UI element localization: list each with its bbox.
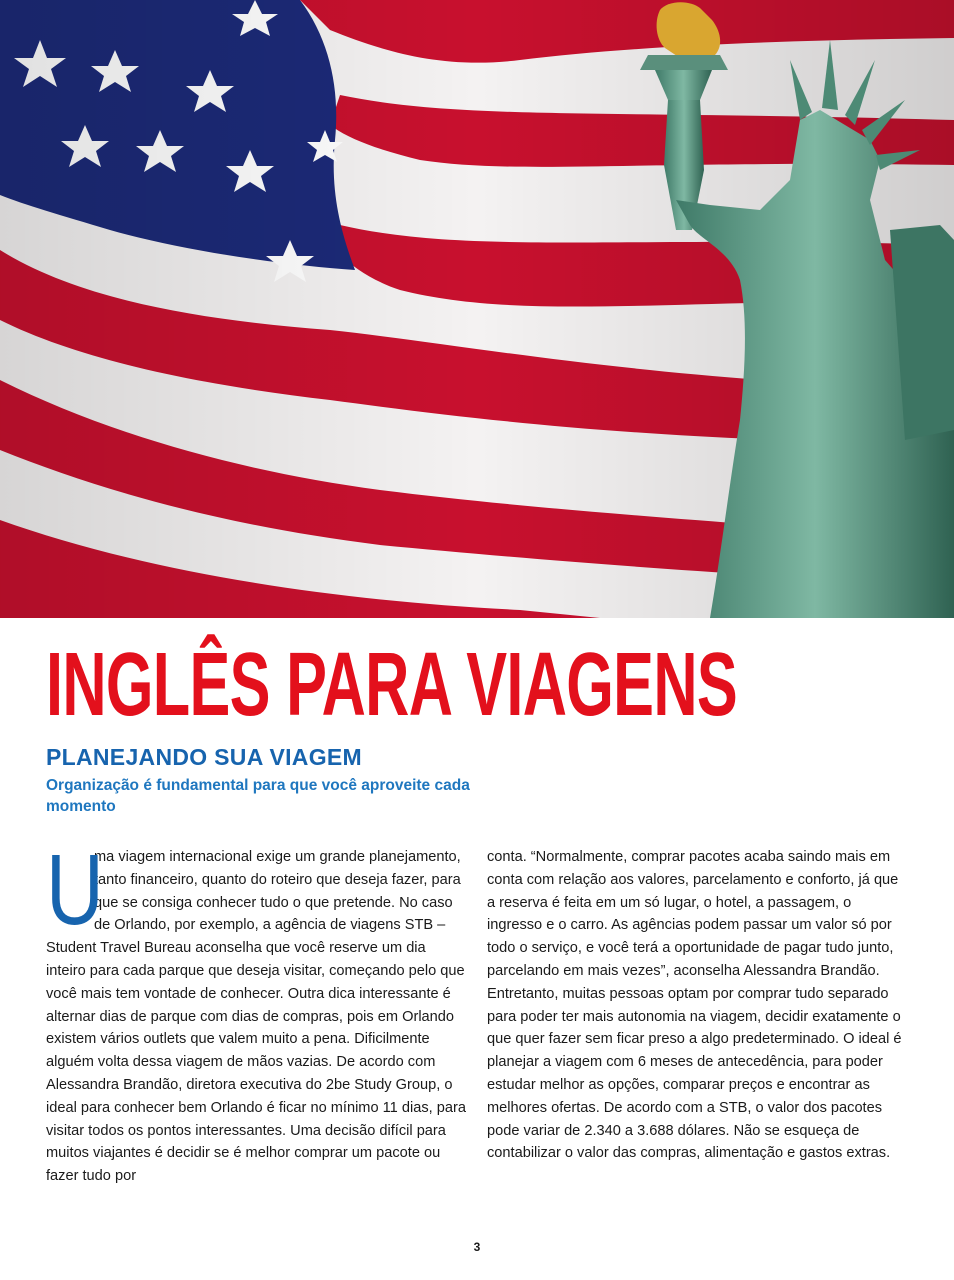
section-title: PLANEJANDO SUA VIAGEM <box>46 744 362 770</box>
page-number: 3 <box>473 1240 481 1254</box>
article-column-right <box>487 846 907 1165</box>
article-column-left <box>46 834 466 1188</box>
drop-cap: U <box>46 834 104 946</box>
article-text-right: conta. “Normalmente, comprar pacotes acaba saindo mais em conta com relação aos valores, parcelamento e conforto, já que a reserva é feita em um só lugar, o hotel, a passagem, o ingresso e o carro. As agências podem passar um valor só por todo o serviço, e você terá a oportunidade de pagar tudo junto, parcelando em mais vezes”, aconselha Alessandra Brandão. Entretanto, muitas pessoas optam por comprar tudo separado para poder ter mais autonomia na viagem, decidir exatamente o que quer fazer sem ficar preso a algo predeterminado. O ideal é planejar a viagem com 6 meses de antecedência, para poder estudar melhor as opções, comparar preços e encontrar as melhores ofertas. De acordo com a STB, o valor dos pacotes pode variar de 2.340 a 3.688 dólares. Não se esqueça de contabilizar o valor das compras, alimentação e gastos extras. <box>487 849 902 1162</box>
american-flag-statue-of-liberty-illustration <box>0 0 954 618</box>
article-text-left: ma viagem internacional exige um grande planejamento, tanto financeiro, quanto do roteiro que deseja fazer, para que se consiga conhecer tudo o que pretende. No caso de Orlando, por exemplo, a agência de viagens STB – Student Travel Bureau aconselha que você reserve um dia inteiro para cada parque que deseja visitar, começando pelo que você mais tem vontade de conhecer. Outra dica interessante é alternar dias de parque com dias de compras, pois em Orlando existem vários outlets que valem muito a pena. Dificilmente alguém volta dessa viagem de mãos vazias. De acordo com Alessandra Brandão, diretora executiva do 2be Study Group, o ideal para conhecer bem Orlando é ficar no mínimo 11 dias, para visitar todos os pontos interessantes. Uma decisão difícil para muitos viajantes é decidir se é melhor comprar um pacote ou fazer tudo por <box>46 849 466 1185</box>
page-title: INGLÊS PARA VIAGENS <box>46 635 737 735</box>
hero-image <box>0 0 954 618</box>
subtitle: Organização é fundamental para que você aproveite cada momento <box>46 777 470 815</box>
